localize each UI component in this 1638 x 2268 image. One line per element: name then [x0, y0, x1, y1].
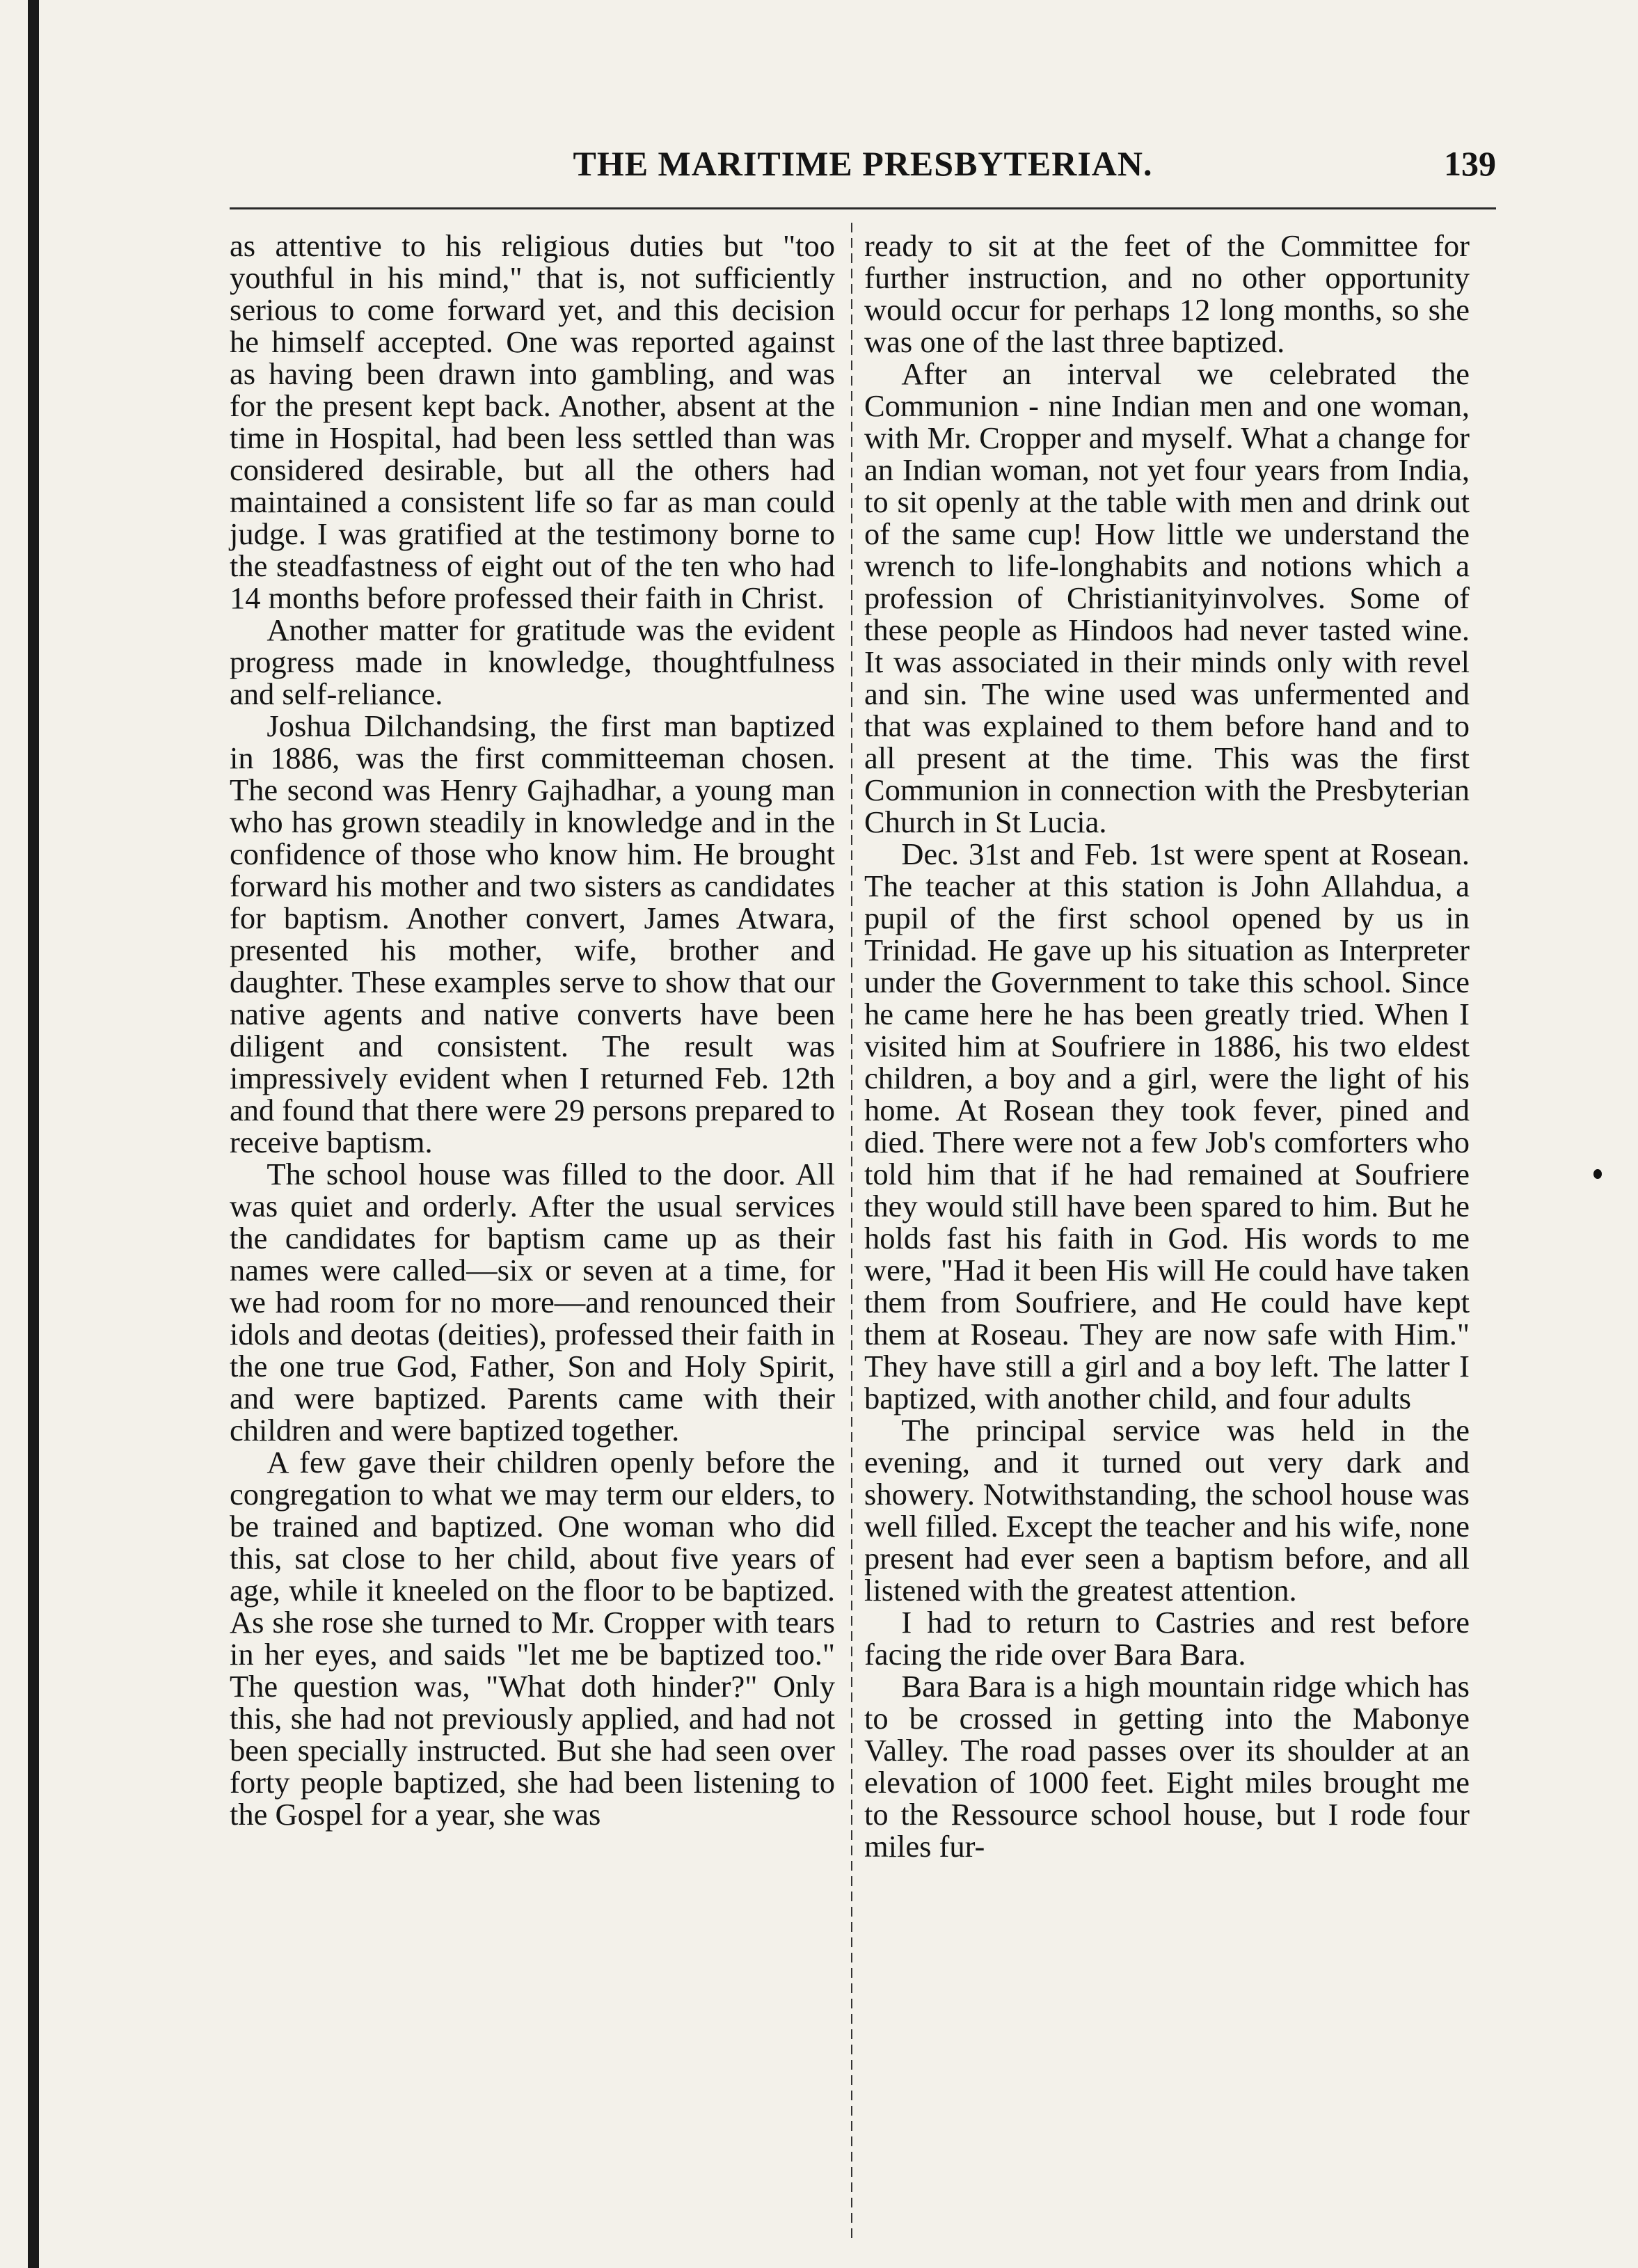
- paragraph: ready to sit at the feet of the Committee for further instruction, and no other opportunity would occur for perhaps 12 long months, so she was one of the last three baptized.: [864, 228, 1470, 359]
- page-number: 139: [1444, 144, 1496, 183]
- right-column: [864, 230, 1470, 1862]
- header-rule: [230, 207, 1496, 209]
- page-binding-edge: [28, 0, 39, 2268]
- paragraph: Another matter for gratitude was the evident progress made in knowledge, thoughtfulness and self-reliance.: [230, 612, 835, 711]
- paragraph: A few gave their children openly before the congregation to what we may term our elders, to be trained and baptized. One woman who did this, sat close to her child, about five years of age, while it kneeled on the floor to be baptized. As she rose she turned to Mr. Cropper with tears in her eyes, and saids "let me be baptized too." The question was, "What doth hinder?" Only this, she had not previously applied, and had not been specially instructed. But she had seen over forty people baptized, she had been listening to the Gospel for a year, she was: [230, 1445, 835, 1832]
- left-column: [230, 230, 835, 1830]
- paragraph: Joshua Dilchandsing, the first man baptized in 1886, was the first committeeman chosen. The second was Henry Gajhadhar, a young man who has grown steadily in knowledge and in the confidence of those who know him. He brought forward his mother and two sisters as candidates for baptism. Another convert, James Atwara, presented his mother, wife, brother and daughter. These examples serve to show that our native agents and native converts have been diligent and consistent. The result was impressively evident when I returned Feb. 12th and found that there were 29 persons prepared to receive baptism.: [230, 708, 835, 1159]
- paragraph: The principal service was held in the evening, and it turned out very dark and showery. Notwithstanding, the school house was well filled. Except the teacher and his wife, none present had ever seen a baptism before, and all listened with the greatest attention.: [864, 1413, 1470, 1608]
- paragraph: After an interval we celebrated the Communion - nine Indian men and one woman, with Mr. Cropper and myself. What a change for an Indian woman, not yet four years from India, to sit openly at the table with men and drink out of the same cup! How little we understand the wrench to life-longhabits and notions which a profession of Christianityinvolves. Some of these people as Hindoos had never tasted wine. It was associated in their minds only with revel and sin. The wine used was unfermented and that was explained to them before hand and to all present at the time. This was the first Communion in connection with the Presbyterian Church in St Lucia.: [864, 356, 1470, 839]
- paragraph: Bara Bara is a high mountain ridge which has to be crossed in getting into the Mabonye Valley. The road passes over its shoulder at an elevation of 1000 feet. Eight miles brought me to the Ressource school house, but I rode four miles fur-: [864, 1669, 1470, 1864]
- paragraph: Dec. 31st and Feb. 1st were spent at Rosean. The teacher at this station is John Allahdua, a pupil of the first school opened by us in Trinidad. He gave up his situation as Interpreter under the Government to take this school. Since he came here he has been greatly tried. When I visited him at Soufriere in 1886, his two eldest children, a boy and a girl, were the light of his home. At Rosean they took fever, pined and died. There were not a few Job's comforters who told him that if he had remained at Soufriere they would still have been spared to him. But he holds fast his faith in God. His words to me were, "Had it been His will He could have taken them from Soufriere, and He could have kept them at Roseau. They are now safe with Him." They have still a girl and a boy left. The latter I baptized, with another child, and four adults: [864, 836, 1470, 1415]
- running-header: [230, 143, 1496, 192]
- journal-title: THE MARITIME PRESBYTERIAN.: [573, 144, 1153, 183]
- paragraph: The school house was filled to the door. All was quiet and orderly. After the usual services the candidates for baptism came up as their names were called—six or seven at a time, for we had room for no more—and renounced their idols and deotas (deities), professed their faith in the one true God, Father, Son and Holy Spirit, and were baptized. Parents came with their children and were baptized together.: [230, 1157, 835, 1448]
- column-divider: [851, 223, 852, 2241]
- paragraph: I had to return to Castries and rest before facing the ride over Bara Bara.: [864, 1605, 1470, 1672]
- paragraph: as attentive to his religious duties but "too youthful in his mind," that is, not sufficiently serious to come forward yet, and this decision he himself accepted. One was reported against as having been drawn into gambling, and was for the present kept back. Another, absent at the time in Hospital, had been less settled than was considered desirable, but all the others had maintained a consistent life so far as man could judge. I was gratified at the testimony borne to the steadfastness of eight out of the ten who had 14 months before professed their faith in Christ.: [230, 228, 835, 615]
- ink-speck: [1593, 1169, 1602, 1179]
